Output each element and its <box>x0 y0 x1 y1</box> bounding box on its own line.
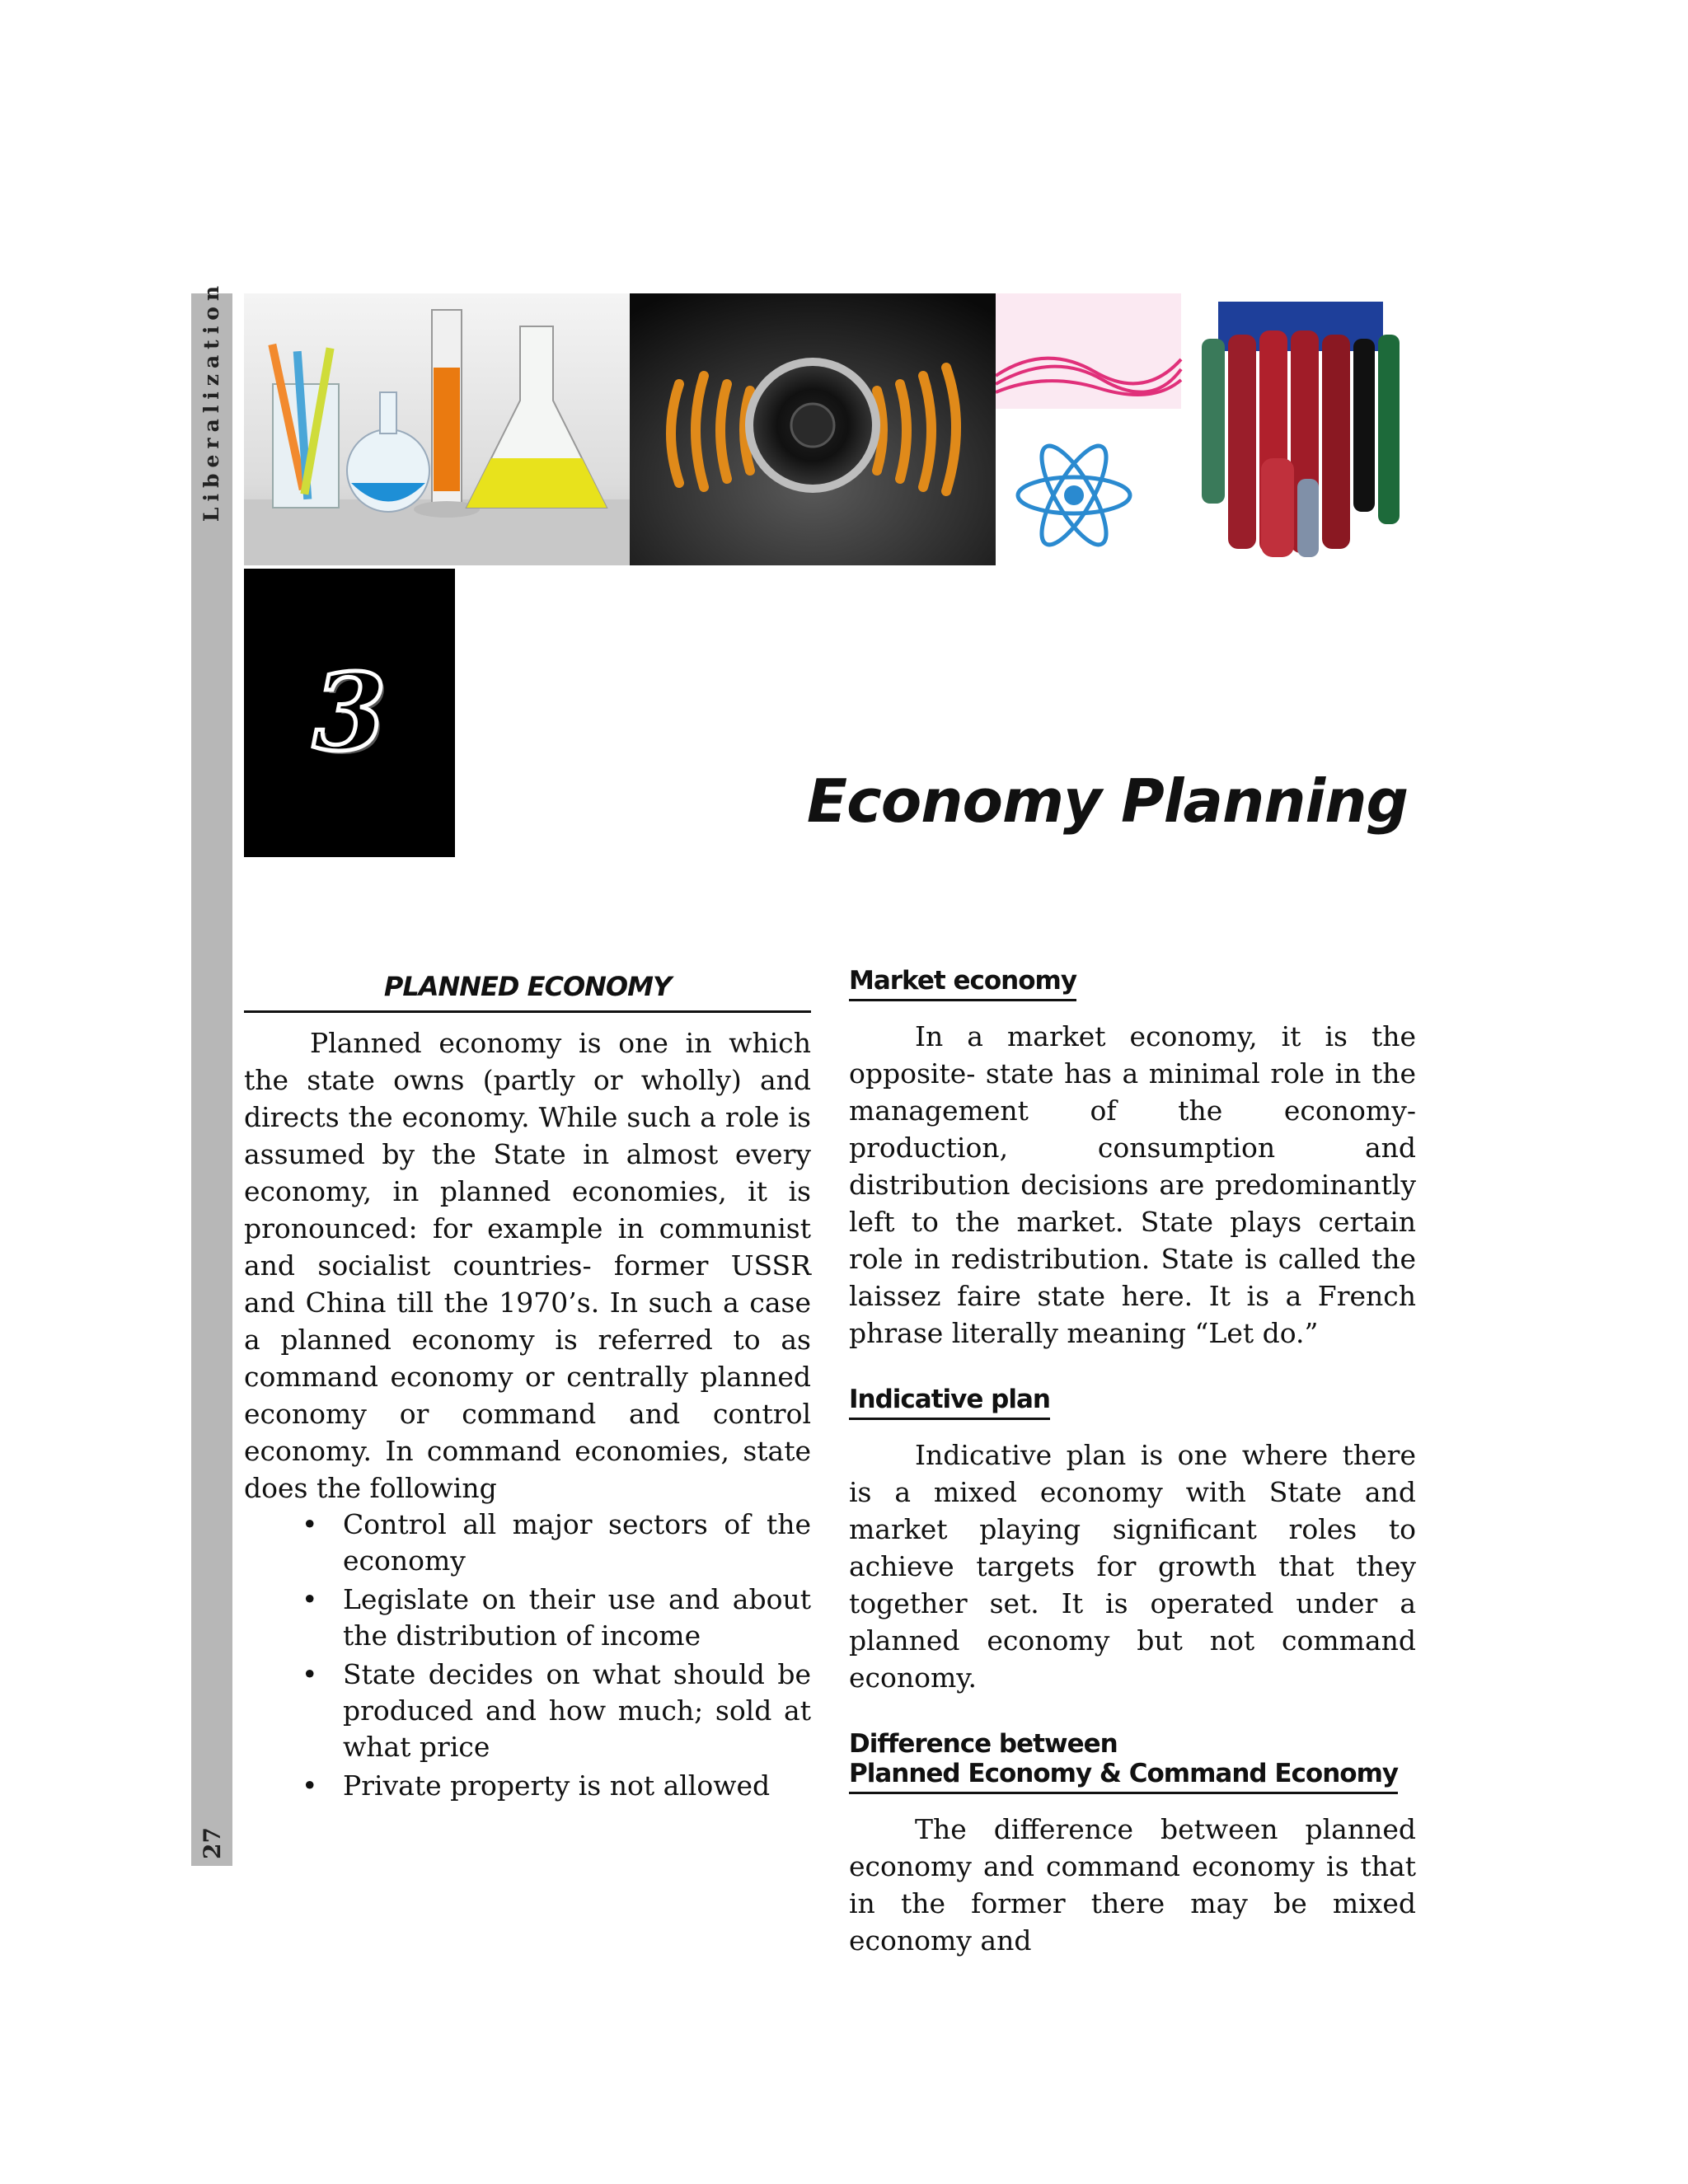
indicative-plan-paragraph: Indicative plan is one where there is a mixed economy with State and market playing significant roles to achieve targets for growth that they together set. It is operated under a planned economy but not command economy. <box>849 1439 1416 1694</box>
left-column <box>244 966 811 1807</box>
chapter-number: 3 <box>312 651 387 775</box>
page-number-text: 27 <box>198 1826 226 1859</box>
market-economy-heading: Market economy <box>849 966 1076 1001</box>
market-economy-paragraph: In a market economy, it is the opposite- state has a minimal role in the management of the economy- production, consumption and distribution decisions are predominantly left to the market. State plays certain role in redistribution. State is called the laissez faire state here. It is a French phrase literally meaning “Let do.” <box>849 1020 1416 1349</box>
list-item: • Control all major sectors of the economy <box>302 1508 811 1577</box>
planned-economy-heading: PLANNED ECONOMY <box>244 971 811 1013</box>
lab-glassware-image <box>244 293 630 565</box>
gas-cylinders-atom-image <box>996 293 1416 565</box>
speaker-image <box>630 293 996 565</box>
difference-heading-line1: Difference between <box>849 1729 1118 1759</box>
chapter-title: Economy Planning <box>806 766 1408 836</box>
indicative-plan-heading: Indicative plan <box>849 1385 1050 1420</box>
list-item: • Private property is not allowed <box>302 1769 771 1802</box>
list-item: • State decides on what should be produced and how much; sold at what price <box>302 1658 811 1763</box>
list-item: • Legislate on their use and about the distribution of income <box>302 1583 811 1652</box>
difference-paragraph: The difference between planned economy and command economy is that in the former there may be mixed economy and <box>849 1813 1416 1957</box>
command-economy-list <box>244 1507 811 1804</box>
side-bar <box>191 293 232 1866</box>
planned-economy-paragraph: Planned economy is one in which the state owns (partly or wholly) and directs the economy. While such a role is assumed by the State in almost every economy, in planned economies, it is pronounced: for example in communist and socialist countries- former USSR and China till the 1970’s. In such a case a planned economy is referred to as command economy or centrally planned economy or command and control economy. In command economies, state does the following <box>244 1027 811 1504</box>
right-column <box>849 966 1416 1959</box>
running-title <box>191 279 232 522</box>
difference-heading-line2: Planned Economy & Command Economy <box>849 1759 1398 1794</box>
page-number <box>191 1818 232 1868</box>
running-title-text: Liberalization <box>199 279 224 522</box>
